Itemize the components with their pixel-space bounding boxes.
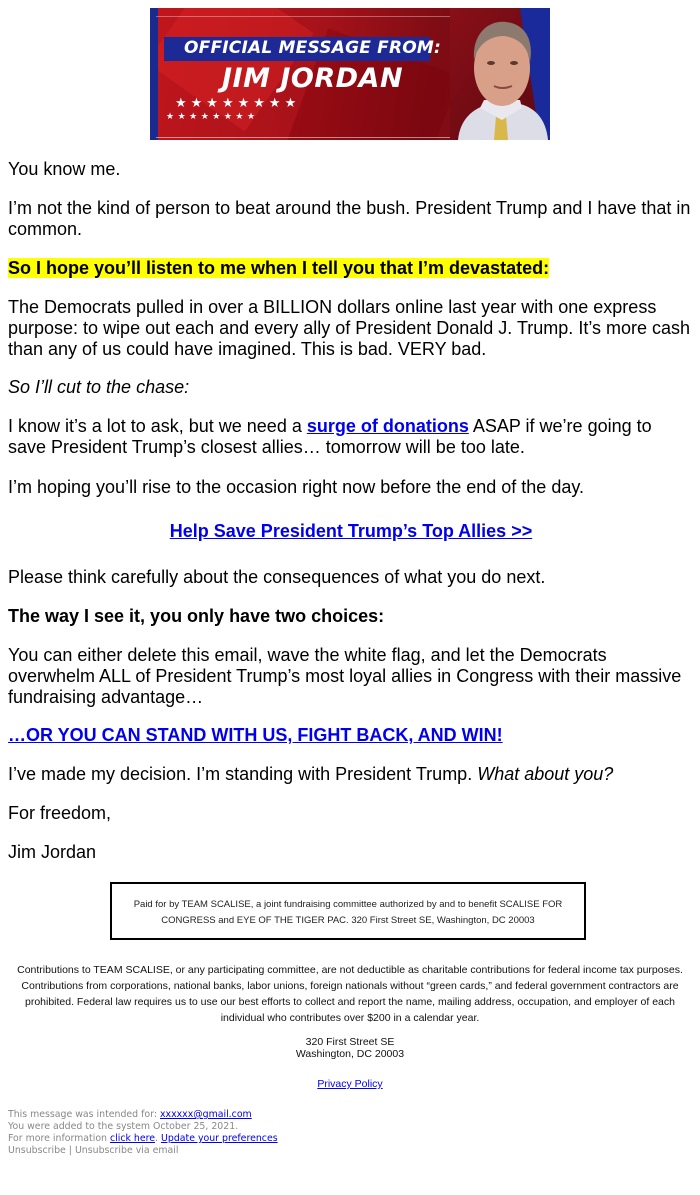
star-icon-row: ★★★★★★★★ — [175, 95, 301, 110]
unsubscribe-link[interactable]: Unsubscribe — [8, 1145, 66, 1156]
paid-for-text: Paid for by TEAM SCALISE, a joint fundraising committee authorized by and to benefit SCALISE FOR CONGRESS and EYE OF THE TIGER PAC. 320 First Street SE, Washington, DC 20003 — [133, 899, 563, 926]
paragraph — [8, 764, 694, 785]
paragraph-with-link — [8, 416, 694, 458]
banner-name: JIM JORDAN — [222, 63, 404, 94]
cta-paragraph — [8, 725, 694, 746]
stand-with-us-link[interactable]: …OR YOU CAN STAND WITH US, FIGHT BACK, AND WIN! — [8, 725, 503, 745]
update-preferences-link[interactable]: Update your preferences — [161, 1133, 278, 1144]
paragraph: Please think carefully about the consequences of what you do next. — [8, 567, 546, 587]
text: I know it’s a lot to ask, but we need a — [8, 416, 307, 436]
email-meta — [8, 1109, 278, 1157]
text: ASAP if we’re going to save President Trump’s closest allies… tomorrow will be too late. — [8, 416, 652, 457]
label: This message was intended for: — [8, 1109, 160, 1120]
address-line: Washington, DC 20003 — [295, 1048, 405, 1060]
mailing-address — [250, 1036, 450, 1060]
more-info-line — [8, 1133, 278, 1145]
added-date-line: You were added to the system October 25, 2021. — [8, 1121, 239, 1132]
legal-disclaimer: Contributions to TEAM SCALISE, or any participating committee, are not deductible as charitable contributions for federal income tax purposes. Contributions from corporations, national banks, labor unions, foreign nationals without “green cards,” and federal government contractors are prohibited. Federal law requires us to use our best efforts to collect and report the name, mailing address, occupation, and employer of each individual who contributes over $200 in a calendar year. — [17, 964, 683, 1024]
paragraph: I’m not the kind of person to beat around the bush. President Trump and I have that in common. — [8, 198, 691, 239]
paragraph: I’m hoping you’ll rise to the occasion right now before the end of the day. — [8, 477, 585, 497]
click-here-link[interactable]: click here — [109, 1133, 156, 1144]
cta-paragraph — [8, 521, 694, 542]
paragraph-italic: So I’ll cut to the chase: — [8, 377, 190, 397]
privacy-policy-link[interactable]: Privacy Policy — [317, 1078, 383, 1090]
paragraph: The Democrats pulled in over a BILLION dollars online last year with one express purpose: to wipe out each and every ally of President Donald J. Trump. It’s more cash than any of us could have imagined. This is bad. VERY bad. — [8, 297, 691, 359]
text: I’ve made my decision. I’m standing with President Trump. — [8, 764, 478, 784]
separator: . — [155, 1133, 162, 1144]
paragraph: You can either delete this email, wave the white flag, and let the Democrats overwhelm ALL of President Trump’s most loyal allies in Congress with their massive fundraising advantage… — [8, 645, 682, 707]
text-italic: What about you? — [477, 764, 614, 784]
highlighted-text: So I hope you’ll listen to me when I tell you that I’m devastated: — [8, 258, 550, 278]
surge-of-donations-link[interactable]: surge of donations — [306, 416, 469, 436]
privacy-container — [250, 1078, 450, 1090]
label: For more information — [8, 1133, 110, 1144]
help-save-allies-link[interactable]: Help Save President Trump’s Top Allies >> — [169, 521, 533, 541]
address-line: 320 First Street SE — [305, 1036, 395, 1048]
separator: | — [65, 1145, 75, 1156]
recipient-email-link[interactable]: xxxxxx@gmail.com — [159, 1109, 252, 1120]
paid-for-disclaimer-box — [110, 882, 586, 940]
closing: For freedom, — [8, 803, 112, 823]
portrait-photo — [450, 8, 550, 140]
paragraph-bold: The way I see it, you only have two choices: — [8, 606, 385, 626]
unsubscribe-via-email-link[interactable]: Unsubscribe via email — [74, 1145, 179, 1156]
star-icon-row: ★★★★★★★★ — [166, 111, 259, 121]
signature: Jim Jordan — [8, 842, 97, 862]
paragraph: You know me. — [8, 159, 121, 179]
highlighted-paragraph — [8, 258, 694, 279]
banner-title: OFFICIAL MESSAGE FROM: — [184, 38, 442, 58]
unsubscribe-line — [8, 1145, 278, 1157]
header-banner — [150, 8, 550, 140]
intended-for-line — [8, 1109, 278, 1121]
